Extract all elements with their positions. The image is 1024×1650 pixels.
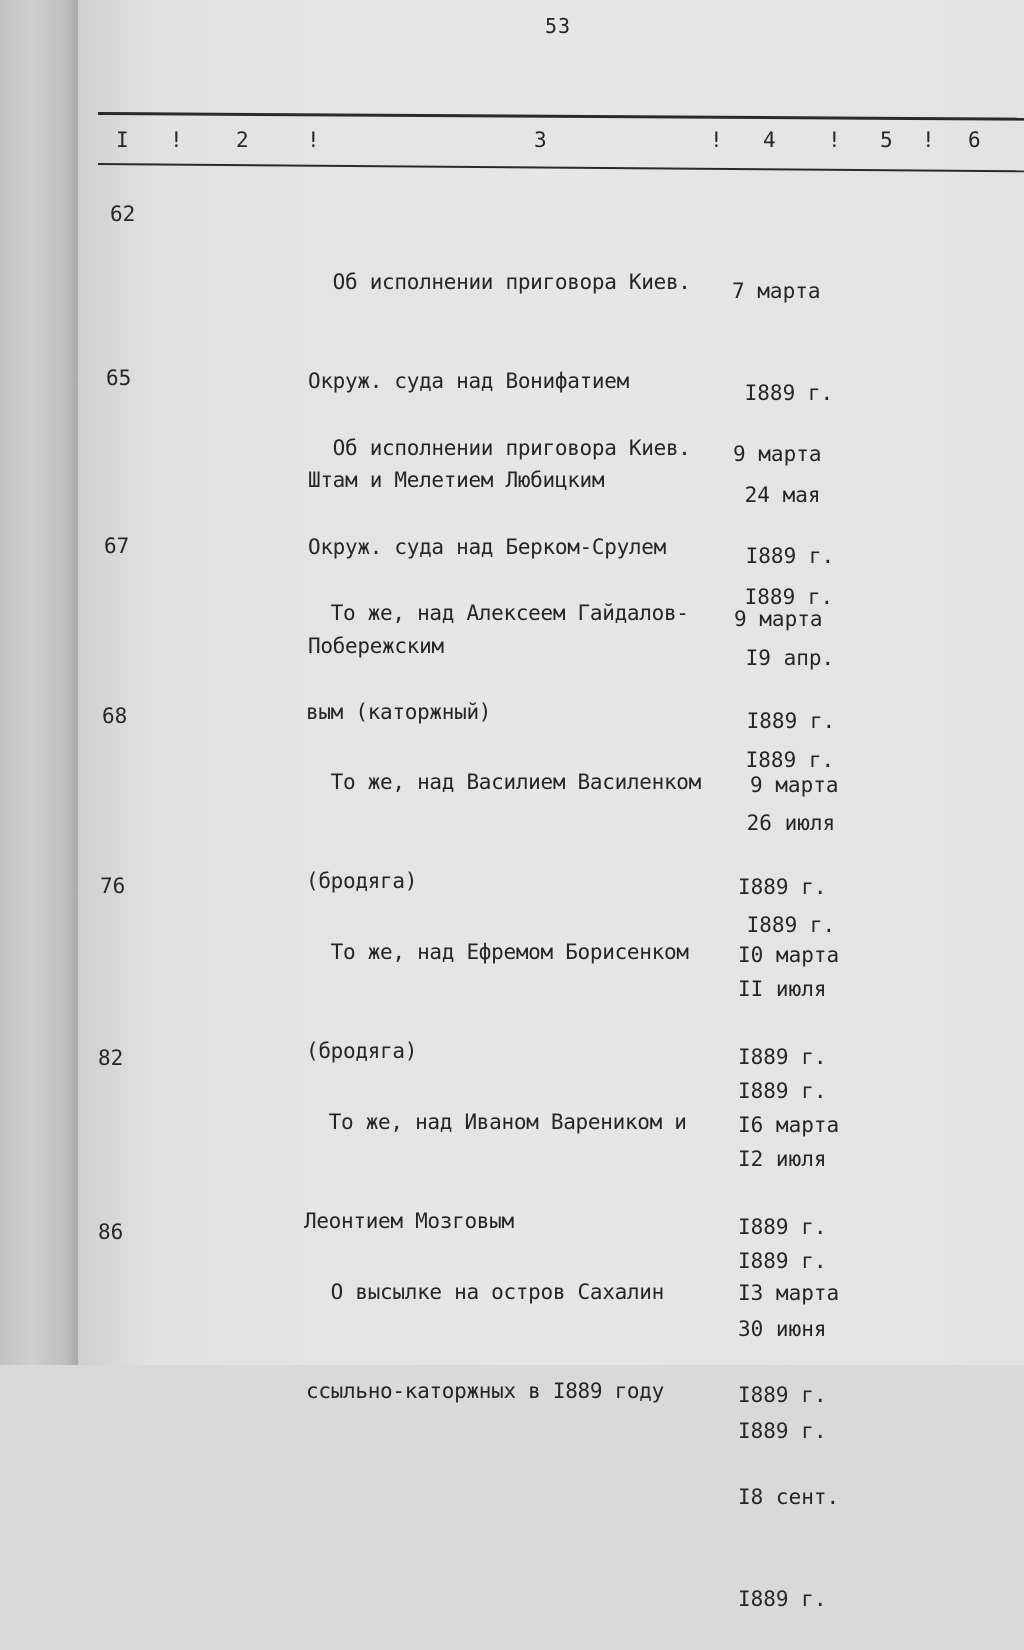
- column-header-5: 5: [880, 128, 893, 152]
- entry-number: 82: [98, 1046, 124, 1070]
- date-line: I3 марта: [738, 1281, 840, 1305]
- column-separator: !: [170, 128, 183, 152]
- entry-number: 76: [100, 874, 126, 898]
- date-line: I6 марта: [738, 1113, 840, 1137]
- description-line: Окруж. суда над Берком-Срулем: [308, 535, 666, 559]
- page-number: 53: [545, 14, 572, 38]
- entry-number: 67: [104, 534, 130, 558]
- description-line: вым (каторжный): [306, 700, 492, 724]
- description-line: То же, над Василием Василенком: [306, 770, 701, 794]
- date-line: I889 г.: [732, 585, 834, 609]
- description-line: Об исполнении приговора Киев.: [308, 436, 691, 460]
- date-line: I889 г.: [733, 544, 835, 568]
- date-line: I889 г.: [738, 1383, 827, 1407]
- date-line: II июля: [738, 977, 827, 1001]
- date-line: I2 июля: [738, 1147, 827, 1171]
- description-line: То же, над Ефремом Борисенком: [306, 940, 689, 964]
- column-header-4: 4: [763, 128, 776, 152]
- date-line: I889 г.: [738, 1249, 827, 1273]
- column-separator: !: [828, 128, 841, 152]
- date-line: 30 июня: [738, 1317, 827, 1341]
- book-binding: [0, 0, 78, 1365]
- description-line: То же, над Алексеем Гайдалов-: [306, 601, 689, 625]
- column-header-3: 3: [534, 128, 547, 152]
- date-line: I889 г.: [738, 875, 827, 899]
- description-line: (бродяга): [306, 869, 418, 893]
- date-line: I889 г.: [738, 1419, 827, 1443]
- date-line: I0 марта: [738, 943, 840, 967]
- date-line: I9 апр.: [733, 646, 835, 670]
- date-line: 26 июля: [734, 811, 836, 835]
- entry-number: 62: [110, 202, 136, 226]
- date-line: 9 марта: [750, 773, 839, 797]
- entry-description: [306, 1210, 664, 1441]
- column-separator: !: [710, 128, 723, 152]
- entry-dates: [738, 1208, 839, 1650]
- date-line: 9 марта: [733, 442, 822, 466]
- date-line: 7 марта: [732, 279, 821, 303]
- description-line: (бродяга): [306, 1039, 418, 1063]
- date-line: I889 г.: [738, 1215, 827, 1239]
- column-header-2: 2: [236, 128, 249, 152]
- description-line: О высылке на остров Сахалин: [306, 1280, 664, 1304]
- column-header-1: I: [116, 128, 129, 152]
- description-line: Окруж. суда над Вонифатием: [308, 369, 629, 393]
- entry-number: 68: [102, 704, 128, 728]
- description-line: ссыльно-каторжных в I889 году: [306, 1379, 664, 1403]
- date-line: 24 мая: [732, 483, 821, 507]
- column-separator: !: [307, 128, 320, 152]
- date-line: I889 г.: [738, 1079, 827, 1103]
- description-line: Побережским: [308, 634, 444, 658]
- description-line: Штам и Мелетием Любицким: [308, 468, 605, 492]
- date-line: I8 сент.: [738, 1485, 840, 1509]
- column-separator: !: [922, 128, 935, 152]
- date-line: I889 г.: [738, 1587, 827, 1611]
- column-header-6: 6: [968, 128, 981, 152]
- date-line: I889 г.: [734, 913, 836, 937]
- description-line: Леонтием Мозговым: [304, 1209, 514, 1233]
- description-line: Об исполнении приговора Киев.: [308, 270, 691, 294]
- entry-number: 86: [98, 1220, 124, 1244]
- date-line: I889 г.: [733, 748, 835, 772]
- entry-number: 65: [106, 366, 132, 390]
- description-line: То же, над Иваном Вареником и: [304, 1110, 687, 1134]
- date-line: I889 г.: [734, 709, 836, 733]
- date-line: I889 г.: [732, 381, 834, 405]
- date-line: I889 г.: [738, 1045, 827, 1069]
- date-line: 9 марта: [734, 607, 823, 631]
